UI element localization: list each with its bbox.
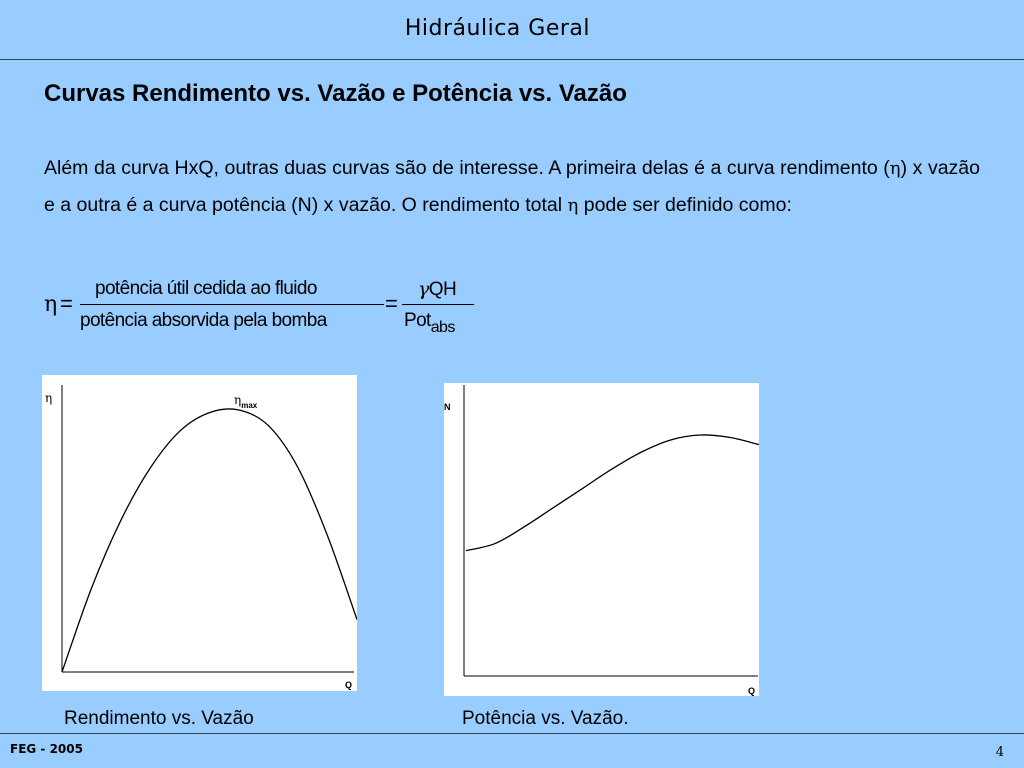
formula-numerator: potência útil cedida ao fluido xyxy=(95,278,317,299)
power-chart-svg xyxy=(444,383,759,696)
formula-pot: Pot xyxy=(404,310,431,331)
formula-pot-abs xyxy=(404,310,455,336)
formula-equals: = xyxy=(385,291,398,316)
fraction-bar xyxy=(80,304,384,305)
paragraph-part-3: pode ser definido como: xyxy=(578,194,792,216)
fraction-bar xyxy=(402,304,474,305)
efficiency-chart xyxy=(42,375,357,691)
page-number: 4 xyxy=(995,745,1004,760)
slide-title: Curvas Rendimento vs. Vazão e Potência vs. Vazão xyxy=(44,80,627,107)
formula-eta: η xyxy=(44,292,58,317)
formula-denominator: potência absorvida pela bomba xyxy=(80,310,327,331)
y-axis-label: η xyxy=(45,391,53,405)
efficiency-curve xyxy=(62,409,357,672)
eta-max-annotation xyxy=(234,393,258,410)
formula-equals: = xyxy=(60,291,73,316)
power-curve xyxy=(466,435,759,551)
footer-divider xyxy=(0,733,1024,734)
body-paragraph xyxy=(44,150,980,224)
eta-symbol: η xyxy=(567,195,579,216)
annotation-symbol: η xyxy=(234,393,242,407)
caption-efficiency: Rendimento vs. Vazão xyxy=(64,708,254,729)
x-axis-label: Q xyxy=(748,686,756,696)
caption-power: Potência vs. Vazão. xyxy=(462,708,629,729)
y-axis-label: N xyxy=(444,402,451,412)
efficiency-formula xyxy=(44,272,484,342)
eta-symbol: η xyxy=(889,158,901,179)
formula-qh: QH xyxy=(428,279,457,300)
efficiency-chart-svg xyxy=(42,375,357,691)
formula-gamma-qh xyxy=(418,278,456,301)
header-title: Hidráulica Geral xyxy=(404,16,590,41)
paragraph-part-1: Além da curva HxQ, outras duas curvas são de interesse. A primeira delas é a curva rendimento ( xyxy=(44,157,890,179)
power-chart xyxy=(444,383,759,696)
gamma-symbol: γ xyxy=(418,278,429,300)
formula-pot-subscript: abs xyxy=(430,319,455,336)
header xyxy=(0,16,1008,41)
x-axis-label: Q xyxy=(345,680,353,690)
annotation-subscript: max xyxy=(241,401,258,410)
header-divider xyxy=(0,59,1024,60)
footer-label: FEG - 2005 xyxy=(10,742,83,756)
paragraph-part-2: ) x vazão e a outra é a curva potência (N) x vazão. O rendimento total xyxy=(44,157,980,216)
